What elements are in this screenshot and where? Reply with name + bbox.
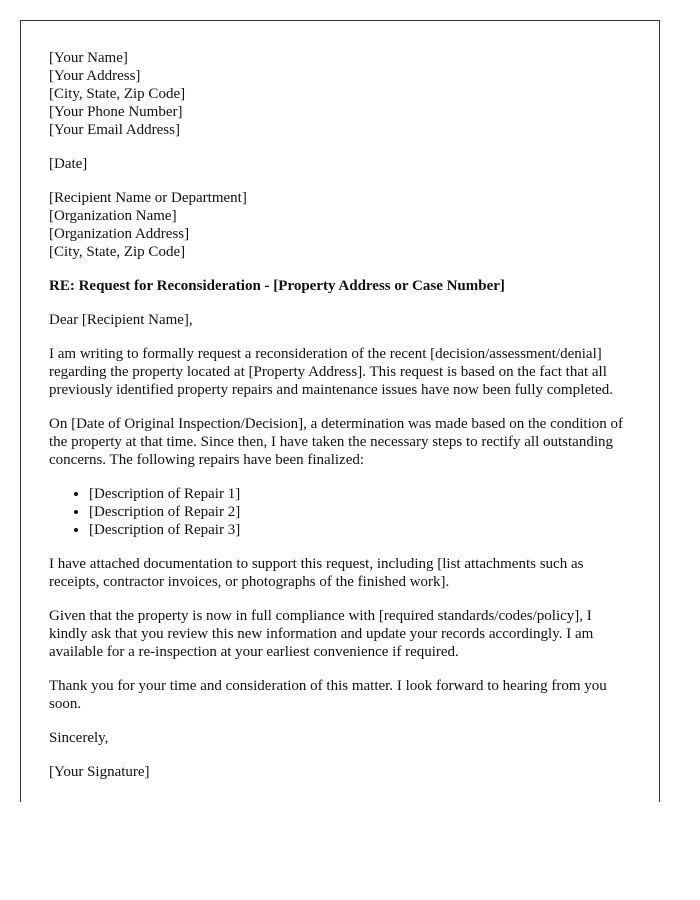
body-paragraph-3: I have attached documentation to support this request, including [list attachments such as receipts, contractor invoices, or photographs of the finished work].: [49, 556, 584, 590]
sender-city: [City, State, Zip Code]: [49, 86, 186, 102]
recipient-address: [Organization Address]: [49, 226, 190, 242]
subject-line: RE: Request for Reconsideration - [Property Address or Case Number]: [49, 278, 505, 294]
sender-address: [Your Address]: [49, 68, 141, 84]
letter-page: [20, 20, 660, 802]
body-paragraph-4: Given that the property is now in full compliance with [required standards/codes/policy], I kindly ask that you review this new information and update your records accordingly. I am available for a re-inspection at your earliest convenience if required.: [49, 608, 594, 660]
salutation: Dear [Recipient Name],: [49, 312, 193, 328]
recipient-block: [49, 189, 625, 261]
repairs-list: [49, 485, 625, 539]
recipient-name: [Recipient Name or Department]: [49, 190, 247, 206]
letter-date: [Date]: [49, 156, 88, 172]
signature: [Your Signature]: [49, 764, 150, 780]
body-paragraph-5: Thank you for your time and consideration of this matter. I look forward to hearing from you soon.: [49, 678, 607, 712]
sender-email: [Your Email Address]: [49, 122, 180, 138]
repair-item: • [Description of Repair 1]: [89, 485, 625, 503]
repair-item: • [Description of Repair 3]: [89, 521, 625, 539]
repair-item: • [Description of Repair 2]: [89, 503, 625, 521]
recipient-city: [City, State, Zip Code]: [49, 244, 186, 260]
sender-phone: [Your Phone Number]: [49, 104, 183, 120]
sender-block: [49, 49, 625, 139]
sender-name: [Your Name]: [49, 50, 128, 66]
body-paragraph-2: On [Date of Original Inspection/Decision], a determination was made based on the condition of the property at that time. Since then, I have taken the necessary steps to rectify all outstanding concerns. The following repairs have been finalized:: [49, 416, 623, 468]
closing: Sincerely,: [49, 730, 109, 746]
body-paragraph-1: I am writing to formally request a reconsideration of the recent [decision/assessment/denial] regarding the property located at [Property Address]. This request is based on the fact that all previously identified property repairs and maintenance issues have now been fully completed.: [49, 346, 613, 398]
recipient-organization: [Organization Name]: [49, 208, 177, 224]
